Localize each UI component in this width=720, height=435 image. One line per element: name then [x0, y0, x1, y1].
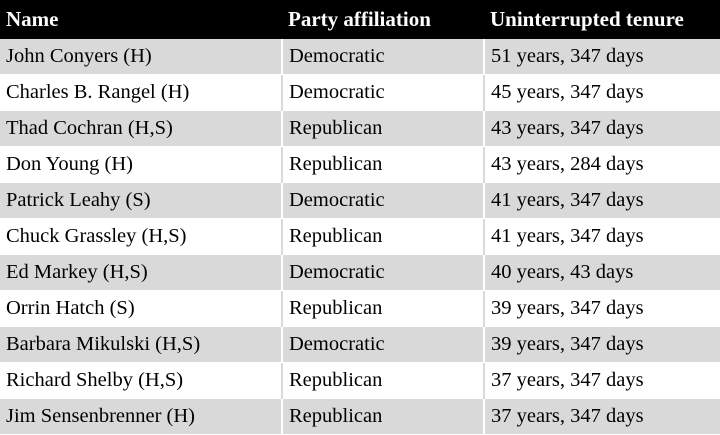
cell-name: Don Young (H) — [0, 147, 282, 183]
table-row — [0, 363, 720, 399]
table-row — [0, 255, 720, 291]
table-row — [0, 291, 720, 327]
table-header — [0, 0, 720, 39]
table-header-row — [0, 0, 720, 39]
column-header-uninterrupted-tenure: Uninterrupted tenure — [484, 0, 720, 39]
table-row — [0, 327, 720, 363]
table-row — [0, 147, 720, 183]
column-header-name: Name — [0, 0, 282, 39]
cell-uninterrupted-tenure: 45 years, 347 days — [484, 75, 720, 111]
cell-party-affiliation: Democratic — [282, 75, 484, 111]
cell-name: Chuck Grassley (H,S) — [0, 219, 282, 255]
table-row — [0, 111, 720, 147]
cell-uninterrupted-tenure: 43 years, 284 days — [484, 147, 720, 183]
cell-uninterrupted-tenure: 40 years, 43 days — [484, 255, 720, 291]
cell-uninterrupted-tenure: 41 years, 347 days — [484, 219, 720, 255]
table-body — [0, 39, 720, 435]
cell-party-affiliation: Republican — [282, 291, 484, 327]
cell-uninterrupted-tenure: 43 years, 347 days — [484, 111, 720, 147]
cell-name: Ed Markey (H,S) — [0, 255, 282, 291]
cell-party-affiliation: Republican — [282, 363, 484, 399]
column-header-party-affiliation: Party affiliation — [282, 0, 484, 39]
cell-party-affiliation: Democratic — [282, 255, 484, 291]
cell-name: Barbara Mikulski (H,S) — [0, 327, 282, 363]
table-row — [0, 183, 720, 219]
cell-uninterrupted-tenure: 39 years, 347 days — [484, 327, 720, 363]
cell-name: John Conyers (H) — [0, 39, 282, 75]
cell-uninterrupted-tenure: 51 years, 347 days — [484, 39, 720, 75]
table-row — [0, 39, 720, 75]
cell-party-affiliation: Republican — [282, 219, 484, 255]
cell-party-affiliation: Democratic — [282, 327, 484, 363]
cell-party-affiliation: Republican — [282, 111, 484, 147]
cell-party-affiliation: Republican — [282, 399, 484, 435]
cell-name: Orrin Hatch (S) — [0, 291, 282, 327]
cell-uninterrupted-tenure: 37 years, 347 days — [484, 363, 720, 399]
table-row — [0, 75, 720, 111]
cell-name: Charles B. Rangel (H) — [0, 75, 282, 111]
table-row — [0, 399, 720, 435]
cell-name: Patrick Leahy (S) — [0, 183, 282, 219]
cell-party-affiliation: Republican — [282, 147, 484, 183]
cell-name: Thad Cochran (H,S) — [0, 111, 282, 147]
cell-uninterrupted-tenure: 39 years, 347 days — [484, 291, 720, 327]
table-row — [0, 219, 720, 255]
cell-uninterrupted-tenure: 41 years, 347 days — [484, 183, 720, 219]
cell-name: Richard Shelby (H,S) — [0, 363, 282, 399]
cell-uninterrupted-tenure: 37 years, 347 days — [484, 399, 720, 435]
cell-party-affiliation: Democratic — [282, 39, 484, 75]
cell-name: Jim Sensenbrenner (H) — [0, 399, 282, 435]
cell-party-affiliation: Democratic — [282, 183, 484, 219]
